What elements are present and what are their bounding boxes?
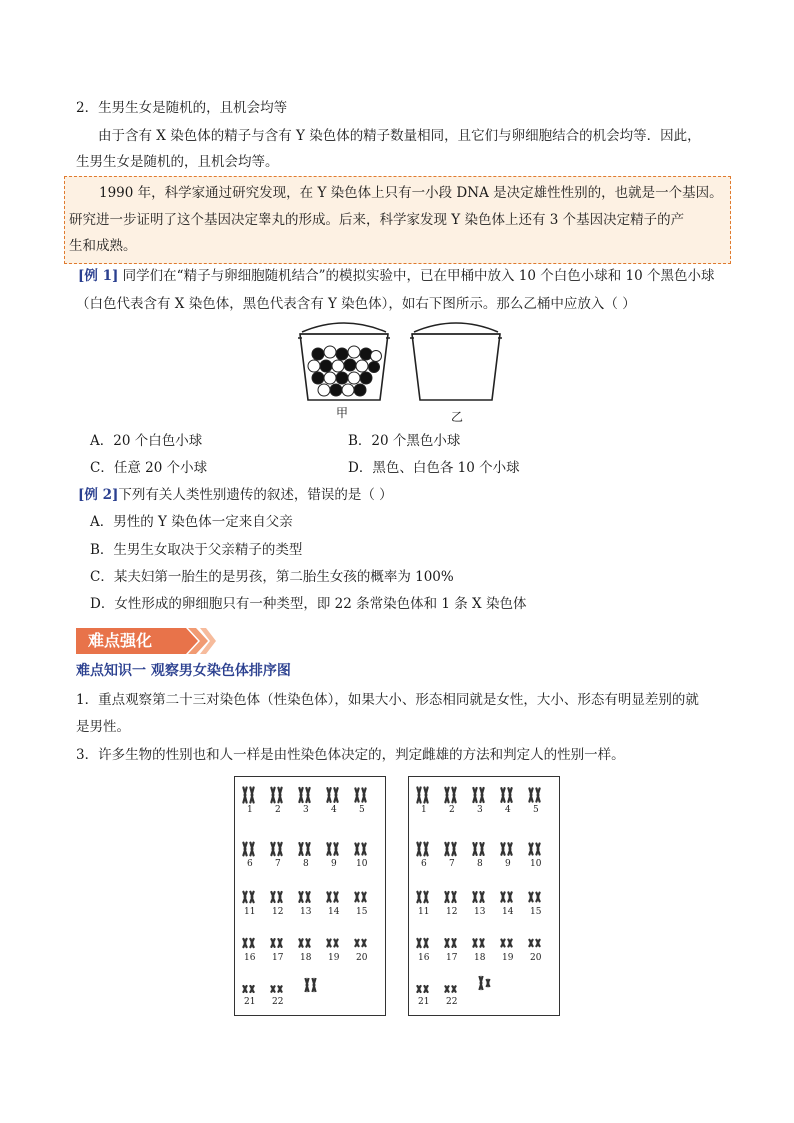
chromosome-number: 17 — [272, 953, 284, 963]
chromosome — [424, 788, 427, 803]
chromosome-number: 14 — [328, 907, 340, 917]
chromosome-number: 1 — [247, 805, 253, 815]
chromosome-number: 5 — [359, 805, 365, 815]
chromosome — [480, 939, 483, 946]
chromosome — [480, 892, 483, 902]
karyotype-male — [408, 776, 560, 1016]
chromosome-number: 21 — [244, 997, 256, 1007]
chromosome-number: 13 — [474, 907, 486, 917]
chromosome — [243, 788, 246, 803]
chromosome-number: 20 — [530, 953, 542, 963]
chromosome — [243, 939, 246, 947]
chromosome — [480, 788, 483, 802]
chromosome — [445, 892, 448, 902]
chromosome — [243, 843, 246, 856]
example-tag: [例 1] — [78, 268, 119, 284]
section-heading: 2．生男生女是随机的，且机会均等 — [76, 100, 288, 116]
chromosome-number: 9 — [331, 859, 337, 869]
question-text: （白色代表含有 X 染色体，黑色代表含有 Y 染色体），如右下图所示。那么乙桶中应放入（ ） — [76, 296, 636, 312]
example-1-question — [78, 266, 715, 286]
option-a: A．男性的 Y 染色体一定来自父亲 — [90, 514, 293, 530]
knowledge-title: 难点知识一 观察男女染色体排序图 — [76, 663, 291, 679]
chromosome — [508, 788, 511, 802]
chromosome — [529, 940, 532, 946]
chromosome — [445, 939, 448, 947]
chromosome — [271, 843, 274, 855]
karyotype-female — [234, 776, 386, 1016]
chromosome — [271, 939, 274, 947]
chromosome-number: 7 — [275, 859, 281, 869]
chromosome — [362, 788, 365, 801]
chromosome-number: 8 — [303, 859, 309, 869]
chromosome — [278, 939, 281, 947]
option-b: B．20 个黑色小球 — [348, 433, 461, 449]
chromosome — [271, 788, 274, 803]
paragraph-line: 生男生女是随机的，且机会均等。 — [76, 154, 279, 170]
chromosome-number: 22 — [272, 997, 284, 1007]
chromosome — [529, 844, 532, 855]
chromosome-number: 4 — [505, 805, 511, 815]
chromosome — [473, 788, 476, 802]
chromosome-number: 18 — [300, 953, 312, 963]
chromosome-number: 12 — [446, 907, 458, 917]
chromosome-number: 10 — [356, 859, 368, 869]
chromosome-number: 19 — [502, 953, 514, 963]
banner-title: 难点强化 — [88, 631, 153, 650]
chromosome-number: 13 — [300, 907, 312, 917]
chromosome — [501, 843, 504, 854]
option-c: C．某夫妇第一胎生的是男孩，第二胎生女孩的概率为 100% — [90, 569, 454, 585]
chromosome — [355, 940, 358, 946]
chromosome — [452, 986, 455, 992]
chromosome-number: 9 — [505, 859, 511, 869]
chromosome — [536, 788, 539, 801]
paragraph-line: 3．许多生物的性别也和人一样是由性染色体决定的，判定雌雄的方法和判定人的性别一样。 — [76, 747, 625, 763]
option-c: C．任意 20 个小球 — [90, 460, 208, 476]
chromosome-number: 7 — [449, 859, 455, 869]
chromosome-number: 6 — [421, 859, 427, 869]
paragraph-line: 由于含有 X 染色体的精子与含有 Y 染色体的精子数量相同，且它们与卵细胞结合的机会均等．因此， — [98, 128, 701, 144]
chromosome — [250, 788, 253, 803]
chromosome — [299, 788, 302, 802]
chromosome-number: 15 — [356, 907, 368, 917]
chromosome — [334, 940, 337, 947]
chromosome — [508, 892, 511, 901]
chromosome — [362, 940, 365, 946]
chromosome — [243, 892, 246, 903]
chromosome-number: 2 — [275, 805, 281, 815]
chromosome — [334, 788, 337, 802]
chromosome — [424, 843, 427, 856]
chromosome — [452, 939, 455, 947]
chromosome — [299, 843, 302, 855]
chromosome — [501, 892, 504, 901]
chromosome-number: 8 — [477, 859, 483, 869]
sex-chromosomes — [479, 976, 489, 990]
chromosome-number: 10 — [530, 859, 542, 869]
chromosome — [417, 939, 420, 947]
chromosome — [299, 939, 302, 946]
chromosome — [529, 893, 532, 902]
chromosome — [250, 892, 253, 903]
chromosome — [278, 986, 281, 992]
note-line: 生和成熟。 — [69, 238, 137, 254]
chromosome — [473, 892, 476, 902]
example-tag: [例 2] — [78, 487, 119, 503]
chromosome-number: 1 — [421, 805, 427, 815]
chromosome-number: 3 — [477, 805, 483, 815]
bucket-left-label: 甲 — [336, 406, 349, 420]
chromosome — [445, 986, 448, 992]
bucket-right — [410, 323, 502, 400]
question-text: 下列有关人类性别遗传的叙述，错误的是（ ） — [118, 487, 393, 503]
chromosome — [508, 843, 511, 854]
bucket-right-label: 乙 — [451, 410, 464, 424]
chromosome-number: 22 — [446, 997, 458, 1007]
chromosome — [327, 892, 330, 901]
chromosome-number: 4 — [331, 805, 337, 815]
chromosome-number: 6 — [247, 859, 253, 869]
chromosome — [250, 939, 253, 947]
chromosome — [299, 892, 302, 902]
question-text: 同学们在“精子与卵细胞随机结合”的模拟实验中，已在甲桶中放入 10 个白色小球和 10 个黑色小球 — [122, 268, 715, 284]
chromosome — [306, 788, 309, 802]
note-line: 1990 年，科学家通过研究发现，在 Y 染色体上只有一小段 DNA 是决定雄性性别的，也就是一个基因。 — [99, 185, 723, 201]
chromosome — [250, 843, 253, 856]
paragraph-line: 1．重点观察第二十三对染色体（性染色体），如果大小、形态相同就是女性，大小、形态有明显差别的就 — [76, 692, 699, 708]
chromosome-number: 2 — [449, 805, 455, 815]
chromosome — [278, 843, 281, 855]
chromosome-number: 5 — [533, 805, 539, 815]
chromosome-number: 20 — [356, 953, 368, 963]
chromosome — [445, 843, 448, 855]
chromosome — [452, 892, 455, 902]
chromosome — [355, 844, 358, 855]
chromosome — [250, 986, 253, 992]
chromosome — [278, 892, 281, 902]
chromosome-number: 19 — [328, 953, 340, 963]
chromosome — [452, 843, 455, 855]
chromosome — [271, 892, 274, 902]
chromosome — [501, 940, 504, 947]
chromosome — [536, 893, 539, 902]
chromosome-number: 21 — [418, 997, 430, 1007]
chromosome — [424, 892, 427, 903]
chromosome — [445, 788, 448, 803]
chromosome — [508, 940, 511, 947]
chromosome — [355, 788, 358, 801]
chromosome — [424, 986, 427, 992]
chromosome-number: 15 — [530, 907, 542, 917]
chromosome — [306, 939, 309, 946]
chromosome — [362, 893, 365, 902]
chromosome — [334, 892, 337, 901]
note-line: 研究进一步证明了这个基因决定睾丸的形成。后来，科学家发现 Y 染色体上还有 3 个基因决定精子的产 — [69, 212, 685, 228]
chromosome — [417, 843, 420, 856]
chromosome — [480, 843, 483, 855]
chromosome — [327, 940, 330, 947]
chromosome — [473, 843, 476, 855]
example-2-question — [78, 485, 393, 505]
chromosome — [417, 892, 420, 903]
chromosome — [243, 986, 246, 992]
option-a: A．20 个白色小球 — [90, 433, 203, 449]
chromosome-number: 18 — [474, 953, 486, 963]
chromosome — [362, 844, 365, 855]
paragraph-line: 是男性。 — [76, 719, 130, 735]
chromosome — [452, 788, 455, 803]
chromosome — [327, 843, 330, 854]
chromosome-number: 17 — [446, 953, 458, 963]
chromosome-number: 16 — [418, 953, 430, 963]
chromosome — [327, 788, 330, 802]
chromosome — [417, 986, 420, 992]
chromosome — [424, 939, 427, 947]
chromosome — [306, 843, 309, 855]
chromosome-number: 14 — [502, 907, 514, 917]
note-box — [64, 176, 731, 264]
chromosome — [536, 844, 539, 855]
chromosome-number: 12 — [272, 907, 284, 917]
sex-chromosomes — [305, 978, 315, 992]
buckets-illustration — [290, 320, 510, 430]
option-b: B．生男生女取决于父亲精子的类型 — [90, 542, 303, 558]
chromosome — [271, 986, 274, 992]
chromosome-number: 16 — [244, 953, 256, 963]
chromosome — [473, 939, 476, 946]
option-d: D．女性形成的卵细胞只有一种类型，即 22 条常染色体和 1 条 X 染色体 — [90, 596, 527, 612]
chromosome — [278, 788, 281, 803]
bucket-left — [298, 323, 390, 400]
option-d: D．黑色、白色各 10 个小球 — [348, 460, 520, 476]
chromosome-number: 3 — [303, 805, 309, 815]
chromosome-number: 11 — [418, 907, 430, 917]
chromosome — [529, 788, 532, 801]
chromosome — [417, 788, 420, 803]
chromosome — [536, 940, 539, 946]
chromosome-number: 11 — [244, 907, 256, 917]
chromosome — [334, 843, 337, 854]
chromosome — [501, 788, 504, 802]
chromosome — [306, 892, 309, 902]
chromosome — [355, 893, 358, 902]
